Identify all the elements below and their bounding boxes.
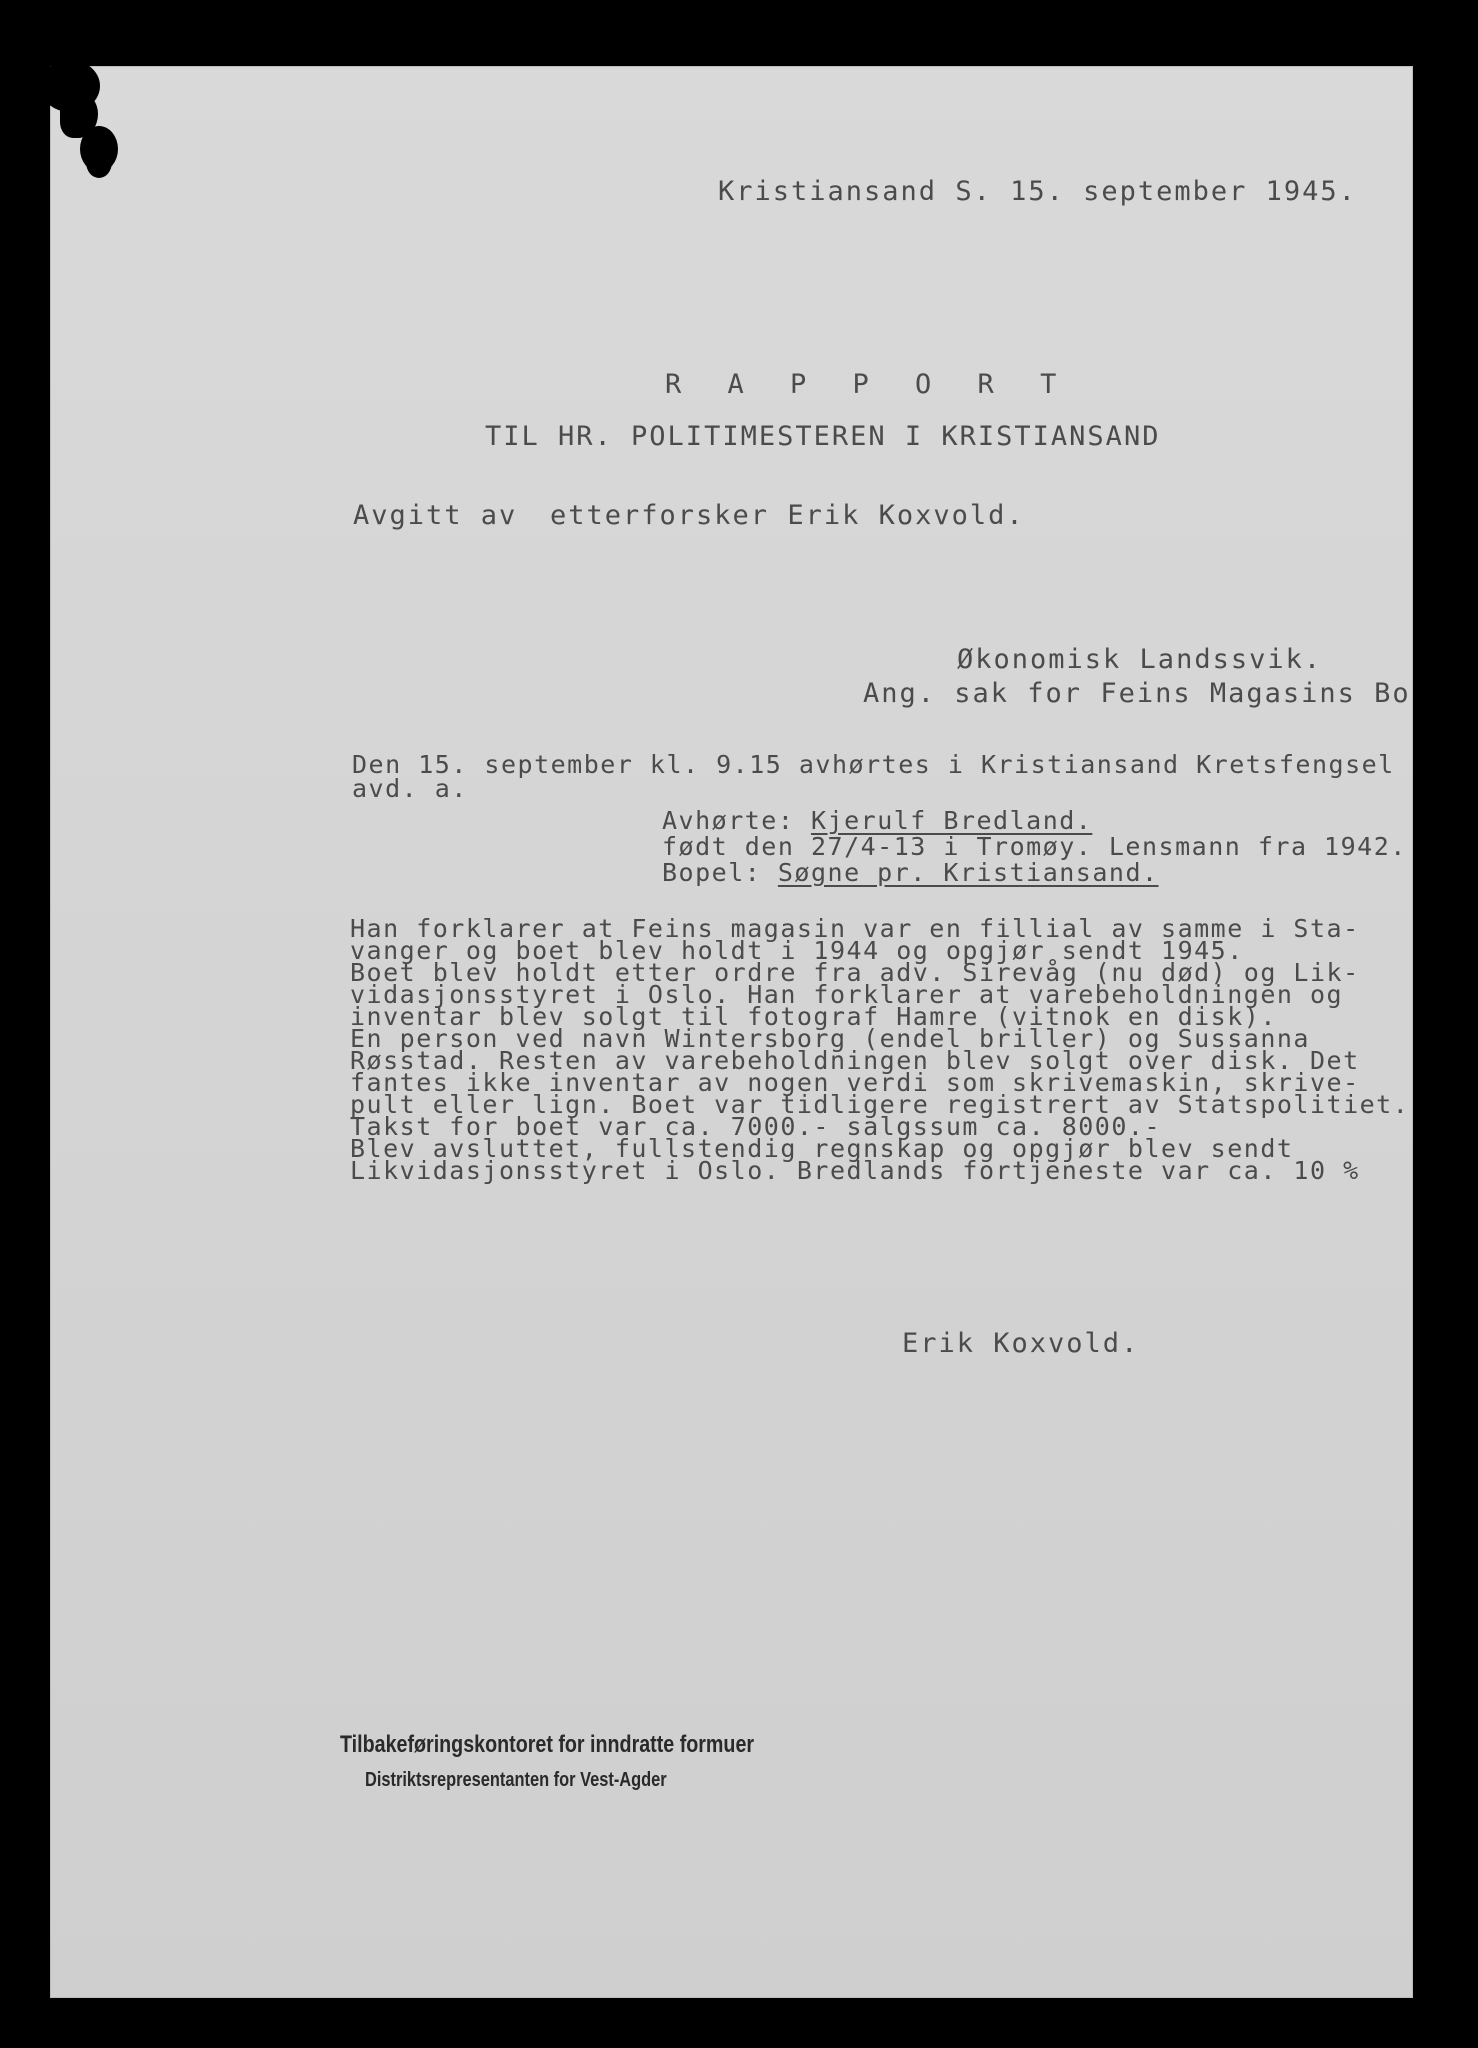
body-line: Takst for boet var ca. 7000.- salgssum ca. 8000.- [350, 1112, 1162, 1141]
paper-sheet [50, 66, 1413, 1998]
body-line: En person ved navn Wintersborg (endel briller) og Sussanna [350, 1024, 1310, 1053]
letter-date: Kristiansand S. 15. september 1945. [718, 176, 1357, 207]
office-stamp-line2: Distriktsrepresentanten for Vest-Agder [365, 1769, 667, 1791]
torn-corner [86, 146, 112, 178]
body-line: Blev avsluttet, fullstendig regnskap og opgjør blev sendt [350, 1134, 1294, 1163]
interviewee-row [662, 808, 1092, 833]
case-reference: Ang. sak for Feins Magasins Bo [863, 678, 1411, 709]
case-category: Økonomisk Landssvik. [957, 644, 1323, 675]
residence-row [662, 860, 1159, 885]
body-line: inventar blev solgt til fotograf Hamre (vitnok en disk). [350, 1002, 1277, 1031]
report-title: R A P P O R T [665, 369, 1072, 400]
issued-by-label: Avgitt av [353, 500, 518, 531]
report-subtitle: TIL HR. POLITIMESTEREN I KRISTIANSAND [485, 421, 1161, 452]
body-line: vidasjonsstyret i Oslo. Han forklarer at varebeholdningen og [350, 980, 1344, 1009]
body-line: pult eller lign. Boet var tidligere registrert av Statspolitiet. [350, 1090, 1410, 1119]
body-line: Boet blev holdt etter ordre fra adv. Sirevåg (nu død) og Lik- [350, 958, 1360, 987]
body-line: Røsstad. Resten av varebeholdningen blev solgt over disk. Det [350, 1046, 1360, 1075]
born-line: født den 27/4-13 i Tromøy. Lensmann fra 1942. [662, 832, 1407, 861]
intro-line: Den 15. september kl. 9.15 avhørtes i Kristiansand Kretsfengsel [352, 750, 1395, 779]
residence-label: Bopel: [662, 858, 762, 887]
signature: Erik Koxvold. [902, 1328, 1140, 1359]
residence-value: Søgne pr. Kristiansand. [777, 858, 1159, 887]
body-line: fantes ikke inventar av nogen verdi som skrivemaskin, skrive- [350, 1068, 1360, 1097]
intro-line: avd. a. [352, 774, 468, 803]
issued-by-name: etterforsker Erik Koxvold. [550, 500, 1025, 531]
interviewee-name: Kjerulf Bredland. [810, 806, 1093, 835]
office-stamp-line1: Tilbakeføringskontoret for inndratte formuer [340, 1731, 755, 1758]
body-line: Han forklarer at Feins magasin var en fillial av samme i Sta- [350, 914, 1360, 943]
interviewee-label: Avhørte: [662, 806, 795, 835]
body-line: Likvidasjonsstyret i Oslo. Bredlands fortjeneste var ca. 10 % [350, 1156, 1360, 1185]
body-line: vanger og boet blev holdt i 1944 og opgjør sendt 1945. [350, 936, 1244, 965]
